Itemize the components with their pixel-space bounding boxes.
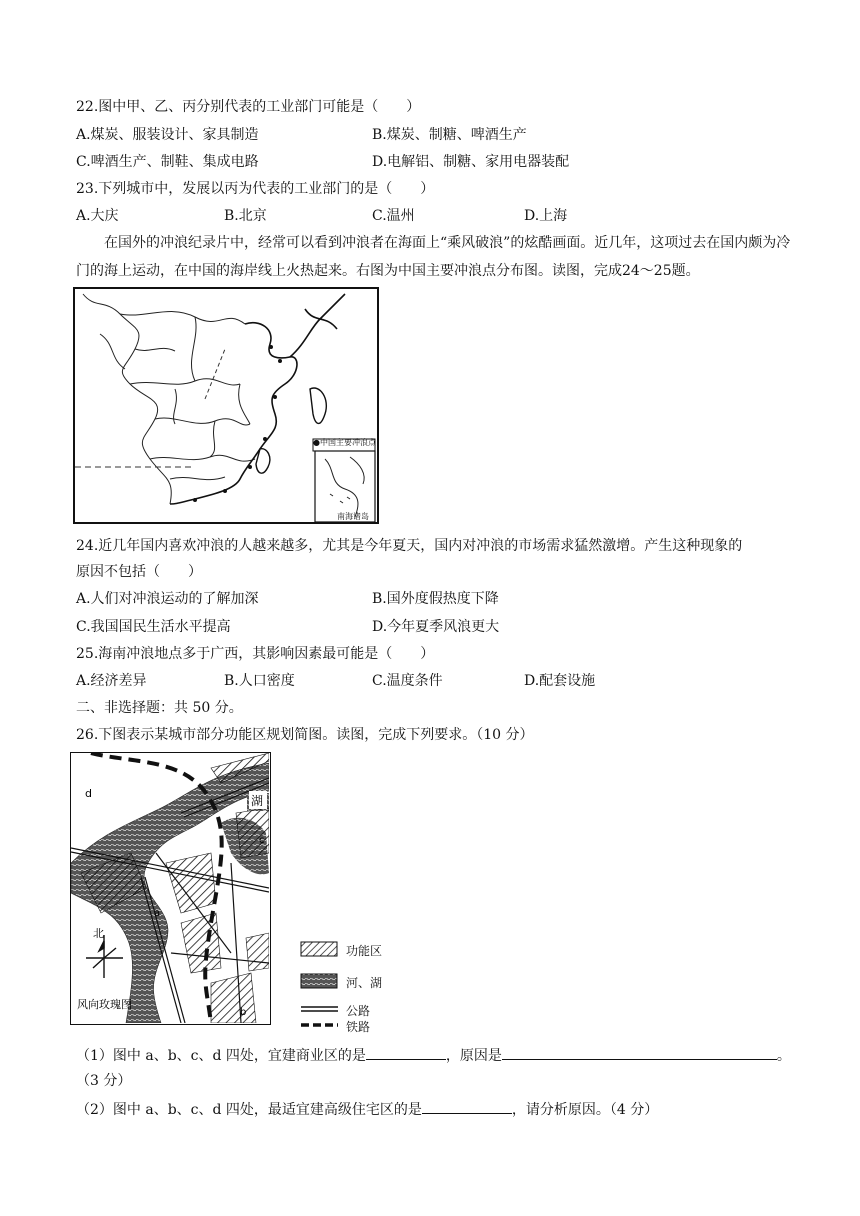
q24-option-a: A.人们对冲浪运动的了解加深 [76, 591, 259, 607]
legend-water-swatch [300, 972, 340, 990]
q23-option-d: D.上海 [524, 208, 568, 224]
plan-label-lake: 湖 [251, 794, 264, 808]
china-surf-map [73, 287, 379, 524]
q25-option-d: D.配套设施 [524, 673, 596, 689]
q24-option-d: D.今年夏季风浪更大 [372, 619, 500, 635]
q24-option-c: C.我国国民生活水平提高 [76, 619, 231, 635]
q23-stem: 23.下列城市中，发展以丙为代表的工业部门的是（ ） [76, 181, 435, 197]
q22-option-a: A.煤炭、服装设计、家具制造 [76, 127, 259, 143]
plan-label-c: c [259, 835, 265, 846]
q22-stem: 22.图中甲、乙、丙分别代表的工业部门可能是（ ） [76, 99, 421, 115]
plan-label-a: a [154, 908, 161, 919]
q26-sub1-answer-blank[interactable] [366, 1045, 446, 1060]
plan-label-wind-rose: 风向玫瑰图 [77, 998, 132, 1011]
plan-label-d: d [85, 787, 92, 800]
city-plan-drawing [71, 753, 269, 1023]
map-inset-label: 南海诸岛 [337, 512, 369, 521]
q23-option-a: A.大庆 [76, 208, 119, 224]
legend-railway-swatch [300, 1016, 340, 1034]
q23-option-c: C.温州 [372, 208, 415, 224]
city-plan-diagram [70, 752, 271, 1025]
q24-stem-line2: 原因不包括（ ） [76, 564, 202, 580]
q26-sub1-reason-blank[interactable] [502, 1045, 777, 1060]
q26-sub1-score: （3 分） [76, 1073, 132, 1089]
section-2-heading: 二、非选择题：共 50 分。 [76, 700, 243, 716]
map-legend-label: ●中国主要冲浪点 [313, 438, 376, 447]
q26-stem: 26.下图表示某城市部分功能区规划简图。读图，完成下列要求。（10 分） [76, 727, 534, 743]
q22-option-d: D.电解铝、制糖、家用电器装配 [372, 154, 570, 170]
q26-sub2-answer-blank[interactable] [422, 1099, 512, 1114]
q24-stem-line1: 24.近几年国内喜欢冲浪的人越来越多，尤其是今年夏天，国内对冲浪的市场需求猛然激增。产生这种现象的 [76, 538, 743, 554]
surfing-passage: 在国外的冲浪纪录片中，经常可以看到冲浪者在海面上“乘风破浪”的炫酷画面。近几年，这项过去在国内颇为冷门的海上运动，在中国的海岸线上火热起来。右图为中国主要冲浪点分布图。读图，完成24～25题。 [76, 235, 791, 279]
legend-hatch-swatch [300, 940, 340, 958]
q25-option-a: A.经济差异 [76, 673, 147, 689]
q25-stem: 25.海南冲浪地点多于广西，其影响因素最可能是（ ） [76, 646, 435, 662]
q25-option-b: B.人口密度 [224, 673, 295, 689]
q26-sub2: （2）图中 a、b、c、d 四处，最适宜建高级住宅区的是 ，请分析原因。（4 分） [76, 1099, 658, 1120]
china-map-drawing [75, 289, 377, 522]
plan-label-b: b [240, 1007, 247, 1018]
plan-label-north: 北 [93, 927, 104, 940]
q22-option-c: C.啤酒生产、制鞋、集成电路 [76, 154, 259, 170]
q24-option-b: B.国外度假热度下降 [372, 591, 499, 607]
q22-option-b: B.煤炭、制糖、啤酒生产 [372, 127, 527, 143]
q25-option-c: C.温度条件 [372, 673, 443, 689]
q26-sub1: （1）图中 a、b、c、d 四处，宜建商业区的是 ，原因是 。 [76, 1045, 791, 1066]
q23-option-b: B.北京 [224, 208, 267, 224]
